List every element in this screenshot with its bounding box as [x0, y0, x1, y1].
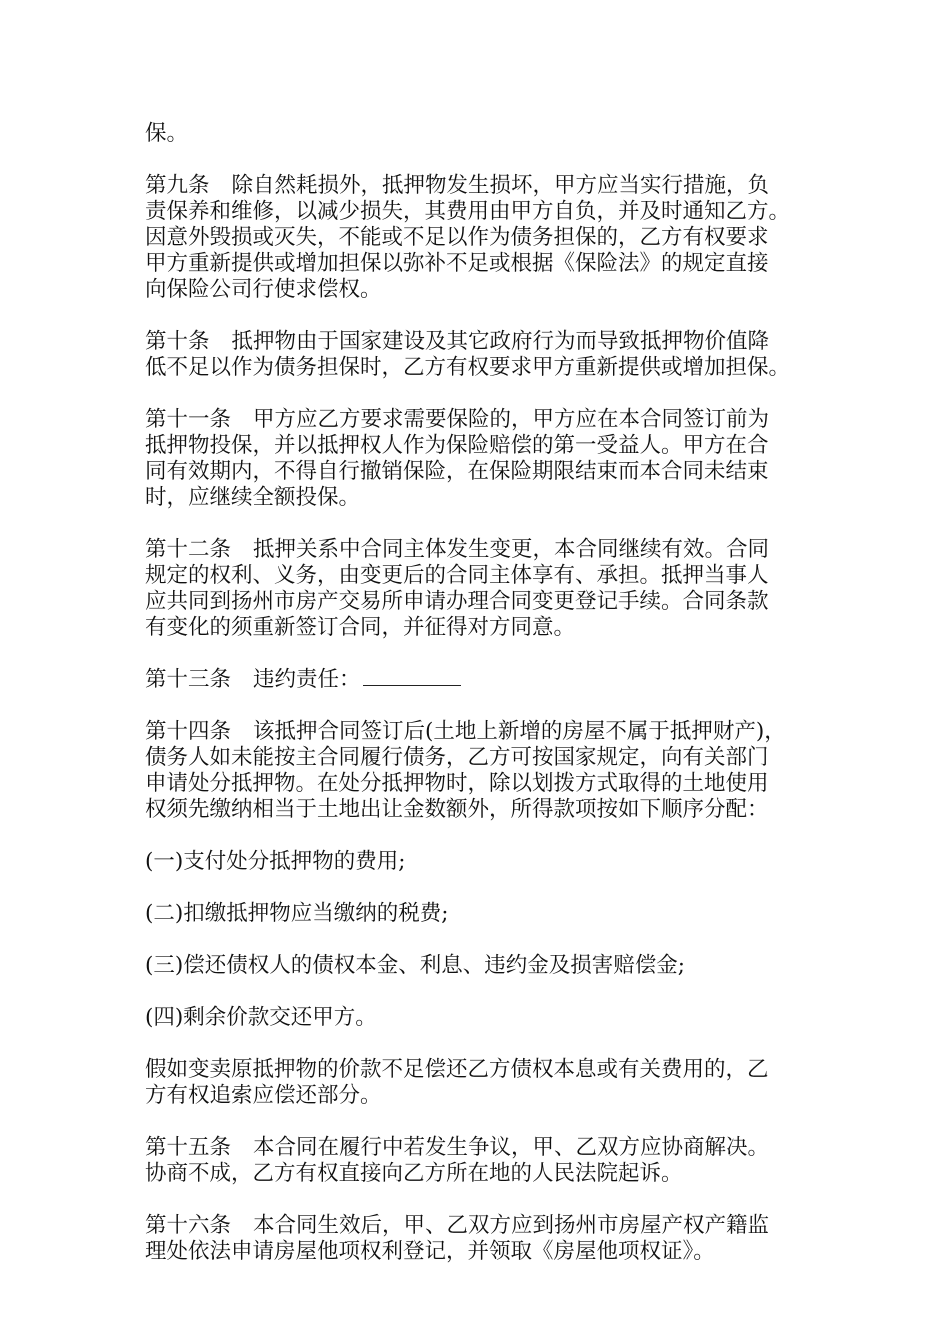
text-line — [145, 1213, 810, 1239]
text-line: 保。 — [145, 121, 189, 146]
article-text: 抵押关系中合同主体发生变更，本合同继续有效。合同 — [253, 537, 770, 562]
text-line: 方有权追索应偿还部分。 — [145, 1083, 382, 1108]
list-item — [145, 849, 810, 875]
text-line — [145, 407, 810, 433]
article-label: 第十二条 — [145, 537, 232, 562]
document-page — [145, 121, 810, 1291]
text-line: 时，应继续全额投保。 — [145, 485, 361, 510]
text-line: (二)扣缴抵押物应当缴纳的税费; — [145, 901, 449, 926]
article-text: 甲方应乙方要求需要保险的，甲方应在本合同签订前为 — [253, 407, 770, 432]
article-16 — [145, 1213, 810, 1265]
text-line — [145, 173, 810, 199]
article-label: 第十四条 — [145, 719, 232, 744]
article-11 — [145, 407, 810, 511]
article-text: 本合同生效后，甲、乙双方应到扬州市房屋产权产籍监 — [253, 1213, 770, 1238]
text-line: 理处依法申请房屋他项权利登记，并领取《房屋他项权证》。 — [145, 1239, 715, 1264]
list-item — [145, 953, 810, 979]
text-line: 低不足以作为债务担保时，乙方有权要求甲方重新提供或增加担保。 — [145, 355, 791, 380]
list-item — [145, 901, 810, 927]
article-label: 第十六条 — [145, 1213, 232, 1238]
text-line — [145, 719, 810, 745]
text-line: 甲方重新提供或增加担保以弥补不足或根据《保险法》的规定直接 — [145, 251, 769, 276]
article-label: 第九条 — [145, 173, 210, 198]
article-label: 第十一条 — [145, 407, 232, 432]
text-line: 规定的权利、义务，由变更后的合同主体享有、承担。抵押当事人 — [145, 563, 769, 588]
text-line — [145, 537, 810, 563]
article-label: 第十三条 — [145, 667, 232, 692]
text-line: 债务人如未能按主合同履行债务，乙方可按国家规定，向有关部门 — [145, 745, 769, 770]
text-line: 有变化的须重新签订合同，并征得对方同意。 — [145, 615, 576, 640]
text-line: (一)支付处分抵押物的费用; — [145, 849, 406, 874]
article-10 — [145, 329, 810, 381]
text-line: 申请处分抵押物。在处分抵押物时，除以划拨方式取得的土地使用 — [145, 771, 769, 796]
text-line: 因意外毁损或灭失，不能或不足以作为债务担保的，乙方有权要求 — [145, 225, 769, 250]
text-line: 责保养和维修，以减少损失，其费用由甲方自负，并及时通知乙方。 — [145, 199, 791, 224]
article-12 — [145, 537, 810, 641]
article-text: 违约责任： — [253, 667, 361, 692]
article-14 — [145, 719, 810, 823]
text-line — [145, 1135, 810, 1161]
article-label: 第十条 — [145, 329, 210, 354]
article-15 — [145, 1135, 810, 1187]
article-text: 抵押物由于国家建设及其它政府行为而导致抵押物价值降 — [231, 329, 770, 354]
paragraph-continuation — [145, 121, 810, 147]
article-text: 除自然耗损外，抵押物发生损坏，甲方应当实行措施，负 — [231, 173, 770, 198]
text-line: 应共同到扬州市房产交易所申请办理合同变更登记手续。合同条款 — [145, 589, 769, 614]
text-line: 协商不成，乙方有权直接向乙方所在地的人民法院起诉。 — [145, 1161, 683, 1186]
paragraph-shortfall — [145, 1057, 810, 1109]
list-item — [145, 1005, 810, 1031]
text-line: 向保险公司行使求偿权。 — [145, 277, 382, 302]
article-9 — [145, 173, 810, 303]
text-line: 假如变卖原抵押物的价款不足偿还乙方债权本息或有关费用的，乙 — [145, 1057, 769, 1082]
text-line: 同有效期内，不得自行撤销保险，在保险期限结束而本合同未结束 — [145, 459, 769, 484]
text-line — [145, 667, 810, 693]
text-line: 权须先缴纳相当于土地出让金数额外，所得款项按如下顺序分配： — [145, 797, 769, 822]
text-line: 抵押物投保，并以抵押权人作为保险赔偿的第一受益人。甲方在合 — [145, 433, 769, 458]
text-line: (三)偿还债权人的债权本金、利息、违约金及损害赔偿金; — [145, 953, 686, 978]
article-label: 第十五条 — [145, 1135, 232, 1160]
article-text: 本合同在履行中若发生争议，甲、乙双方应协商解决。 — [253, 1135, 770, 1160]
fill-in-blank — [363, 667, 461, 686]
text-line — [145, 329, 810, 355]
article-13 — [145, 667, 810, 693]
article-text: 该抵押合同签订后(土地上新增的房屋不属于抵押财产)， — [253, 719, 786, 744]
text-line: (四)剩余价款交还甲方。 — [145, 1005, 377, 1030]
